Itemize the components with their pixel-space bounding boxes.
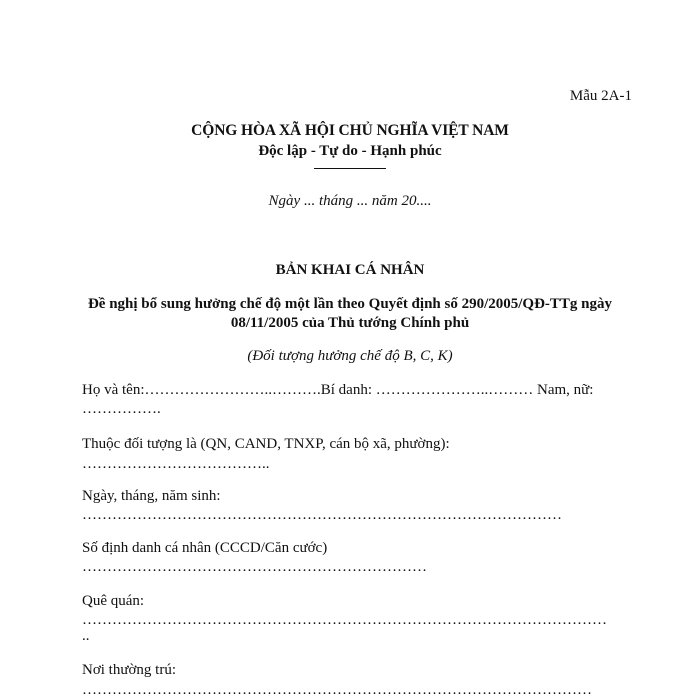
national-motto: Độc lập - Tự do - Hạnh phúc [258,143,442,159]
date-line: Ngày ... tháng ... năm 20.... [268,193,432,209]
residence-field-dots[interactable]: ………………………………………………………………………………………… [82,682,592,698]
form-code: Mẫu 2A-1 [569,88,632,104]
dob-field-dots[interactable]: …………………………………………………………………………………… [82,507,562,523]
name-field-line[interactable]: Họ và tên:……………………..……….Bí danh: …………………..……… Nam, nữ: [82,382,594,398]
category-field-label: Thuộc đối tượng là (QN, CAND, TNXP, cán bộ xã, phường): [82,436,450,452]
id-field-dots[interactable]: …………………………………………………………… [82,559,427,575]
hometown-field-dots[interactable]: …………………………………………………………………………………………… [82,612,607,628]
residence-field-label: Nơi thường trú: [82,662,176,678]
hometown-field-label: Quê quán: [82,593,145,609]
id-field-label: Số định danh cá nhân (CCCD/Căn cước) [82,540,328,556]
hometown-field-dots-continued[interactable]: .. [82,628,90,644]
gender-field-dots[interactable]: ……………. [82,401,161,417]
motto-underline [314,168,386,169]
category-field-dots[interactable]: ……………………………….. [82,456,270,472]
dob-field-label: Ngày, tháng, năm sinh: [82,488,221,504]
document-subtitle-line-2: 08/11/2005 của Thủ tướng Chính phủ [230,315,470,331]
applicable-scope: (Đối tượng hưởng chế độ B, C, K) [247,348,453,364]
document-subtitle-line-1: Đề nghị bổ sung hưởng chế độ một lần theo Quyết định số 290/2005/QĐ-TTg ngày [87,296,613,312]
national-title: CỘNG HÒA XÃ HỘI CHỦ NGHĨA VIỆT NAM [191,122,509,139]
document-title: BẢN KHAI CÁ NHÂN [275,262,425,278]
